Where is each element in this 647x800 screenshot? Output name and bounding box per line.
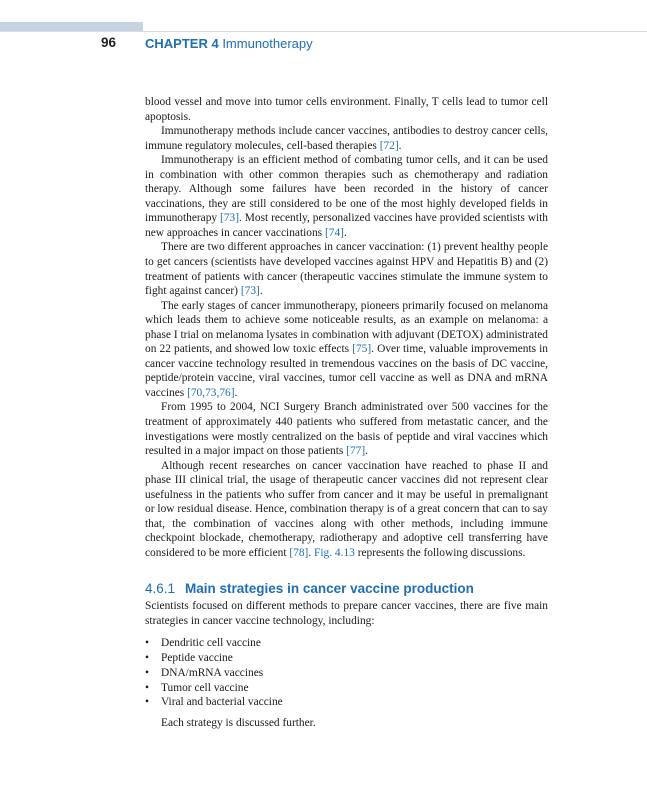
citation-link[interactable]: [74] [324, 226, 344, 239]
list-item-text: Viral and bacterial vaccine [161, 696, 283, 709]
section-heading [145, 582, 548, 597]
figure-link[interactable]: Fig. 4.13 [314, 546, 355, 559]
chapter-title: Immunotherapy [222, 36, 313, 51]
paragraph-5 [145, 299, 548, 401]
section-title: Main strategies in cancer vaccine production [185, 580, 474, 596]
paragraph-text: There are two different approaches in cancer vaccination: (1) prevent healthy people to get cancers (scientists have developed vaccines against HPV and Hepatitis B) and (2) treatment of patients with cancer (therapeutic vaccines stimulate the immune system to fight against cancer) [145, 241, 548, 298]
citation-link[interactable]: [78] [289, 546, 309, 559]
bullet-icon: • [145, 696, 149, 709]
bullet-icon: • [145, 681, 149, 694]
bullet-icon: • [145, 651, 149, 664]
paragraph-text: . Over time, valuable improvements in cancer vaccine technology resulted in tremendous vaccines on the basis of DC vaccine, peptide/protein vaccine, viral vaccines, tumor cell vaccine as well as DNA and mRNA vaccines [145, 343, 549, 399]
paragraph-6 [145, 400, 548, 458]
citation-link[interactable]: [77] [346, 445, 366, 458]
paragraph-2 [145, 124, 548, 153]
page-number: 96 [101, 35, 117, 50]
header-rule [0, 31, 647, 32]
citation-link[interactable]: [73] [220, 212, 240, 225]
list-item [145, 695, 548, 710]
paragraph-text: Immunotherapy methods include cancer vaccines, antibodies to destroy cancer cells, immune regulatory molecules, cell-based therapies [145, 125, 548, 152]
bullet-icon: • [145, 637, 149, 650]
paragraph-text: . Most recently, personalized vaccines have provided scientists with new approaches in cancer vaccinations [145, 212, 548, 239]
citation-link[interactable]: [73] [240, 285, 260, 298]
paragraph-text: . [259, 285, 263, 298]
list-item [145, 636, 548, 651]
paragraph-text: . [398, 139, 402, 152]
paragraph-text: From 1995 to 2004, NCI Surgery Branch administrated over 500 vaccines for the treatment of approximately 440 patients who suffered from metastatic cancer, and the investigations were mostly centralized on the basis of peptide and viral vaccines which resulted in a major impact on those patients [145, 401, 548, 458]
paragraph-text: . [343, 226, 347, 239]
citation-link[interactable]: [70,73,76] [187, 386, 235, 399]
paragraph-text: . [308, 546, 315, 559]
paragraph-text: . [234, 386, 238, 399]
chapter-label: CHAPTER 4 [145, 36, 219, 51]
running-header [145, 36, 313, 51]
paragraph-text: represents the following discussions. [354, 546, 526, 559]
list-item-text: Peptide vaccine [161, 651, 233, 664]
body-text [145, 95, 548, 731]
paragraph-text: The early stages of cancer immunotherapy, pioneers primarily focused on melanoma which leads them to achieve some noticeable results, as an example on melanoma: a phase I trial on melanoma lysates in combination with adjuvant (DETOX) administrated on 22 patients, and showed low toxic effects [145, 299, 548, 356]
header-color-bar [0, 22, 143, 31]
section-number: 4.6.1 [145, 580, 176, 596]
list-item-text: Dendritic cell vaccine [161, 637, 261, 650]
paragraph-text: . [365, 445, 369, 458]
list-item [145, 666, 548, 681]
citation-link[interactable]: [72] [379, 139, 399, 152]
list-item [145, 681, 548, 696]
citation-link[interactable]: [75] [352, 343, 372, 356]
paragraph-7 [145, 459, 548, 561]
paragraph-text: Immunotherapy is an efficient method of combating tumor cells, and it can be used in combination with other common therapies such as chemotherapy and radiation therapy. Although some failures have been recorded in the history of cancer vaccinations, they are still considered to be one of the most highly developed fields in immunotherapy [145, 154, 548, 225]
paragraph-text: Although recent researches on cancer vaccination have reached to phase II and phase III clinical trial, the usage of therapeutic cancer vaccines did not represent clear usefulness in the patients who suffer from cancer and it may be useful in premalignant or low residual disease. Hence, combination therapy is of a great concern that can to say that, the combination of vaccines along with other methods, including immune checkpoint blockade, chemotherapy, radiotherapy and adoptive cell transferring have considered to be more efficient [145, 459, 548, 559]
list-item-text: DNA/mRNA vaccines [161, 666, 264, 679]
paragraph-3 [145, 153, 548, 240]
list-item [145, 651, 548, 666]
strategy-list [145, 636, 548, 710]
list-item-text: Tumor cell vaccine [161, 681, 249, 694]
paragraph-1: blood vessel and move into tumor cells environment. Finally, T cells lead to tumor cell apoptosis. [145, 96, 548, 123]
bullet-icon: • [145, 666, 149, 679]
paragraph-4 [145, 240, 548, 298]
section-intro: Scientists focused on different methods to prepare cancer vaccines, there are five main strategies in cancer vaccine technology, including: [145, 600, 548, 627]
closing-sentence: Each strategy is discussed further. [161, 717, 316, 730]
